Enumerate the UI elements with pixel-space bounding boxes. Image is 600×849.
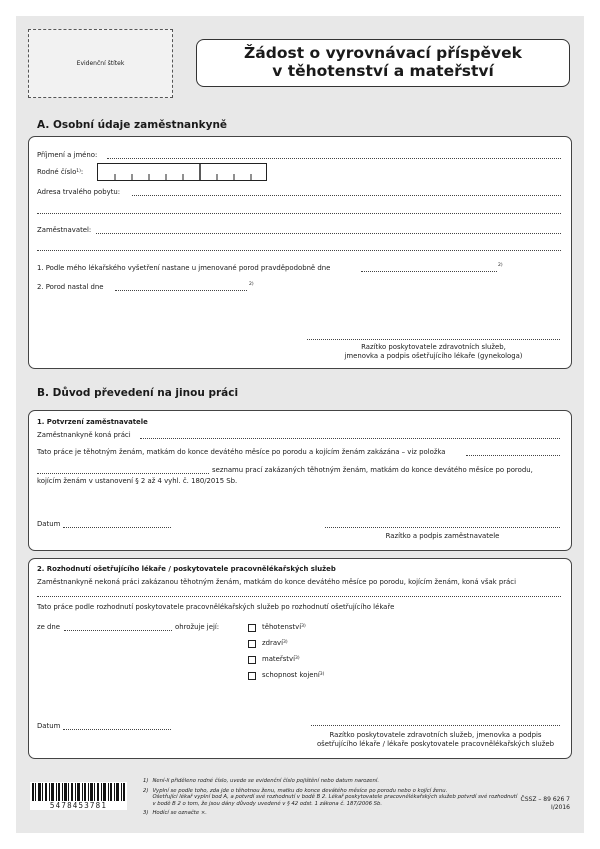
option-health	[262, 639, 288, 648]
section-a-heading: A. Osobní údaje zaměstnankyně	[37, 119, 228, 131]
section-b-heading: B. Důvod převedení na jinou práci	[37, 387, 239, 399]
checkbox-breastfeeding[interactable]	[248, 672, 256, 680]
rc-digit-dividers	[98, 164, 266, 180]
option-health-footnote: 3)	[283, 640, 288, 645]
box2-title: 2. Rozhodnutí ošetřujícího lékaře / poskytovatele pracovnělékařských služeb	[37, 565, 336, 573]
footnote-1	[143, 778, 517, 785]
rc-label-wrap	[37, 168, 83, 177]
item-number-field[interactable]	[466, 455, 560, 456]
option-pregnancy-footnote: 3)	[301, 624, 306, 629]
box2-date-field[interactable]	[63, 729, 171, 730]
box2-line1: Zaměstnankyně nekoná práci zakázanou těhotným ženám, matkám do konce devátého měsíce po porodu, kojícím ženám, koná však práci	[37, 578, 516, 586]
option-maternity-footnote: 3)	[295, 656, 300, 661]
doctor2-signature-line[interactable]	[311, 725, 560, 726]
footnote-1-mark: 1)	[143, 778, 149, 784]
checkbox-health[interactable]	[248, 640, 256, 648]
rc-colon: :	[80, 168, 84, 176]
barcode	[30, 782, 127, 810]
title-line-1: Žádost o vyrovnávací příspěvek	[244, 44, 522, 62]
box1-date-label: Datum	[37, 520, 61, 528]
employer-label: Zaměstnavatel:	[37, 226, 92, 234]
box1-line2: Tato práce je těhotným ženám, matkám do konce devátého měsíce po porodu a kojícím ženám zakázána – viz položka	[37, 448, 446, 456]
form-title	[196, 39, 570, 87]
doctor-stamp-line-1: Razítko poskytovatele zdravotních služeb,	[361, 343, 506, 351]
evidence-label-text: Evidenční štítek	[76, 60, 125, 67]
box2-decision-date-field[interactable]	[64, 630, 172, 631]
option-maternity-label: mateřství	[262, 655, 295, 663]
item-2-text: 2. Porod nastal dne	[37, 283, 104, 291]
checkbox-maternity[interactable]	[248, 656, 256, 664]
title-line-2: v těhotenství a mateřství	[272, 62, 494, 80]
box2-stamp-line-2: ošetřujícího lékaře / lékaře poskytovatele pracovnělékařských služeb	[316, 740, 555, 748]
footnote-2-line-3: v bodě B 2 o tom, že jsou dány důvody uvedené v § 42 odst. 1 zákona č. 187/2006 Sb.	[152, 800, 383, 807]
footnote-2	[143, 788, 517, 808]
footnote-2-line-1: Vyplní se podle toho, zda jde o těhotnou ženu, matku do konce devátého měsíce po porodu nebo o kojící ženu.	[152, 787, 448, 794]
doctor-signature-line[interactable]	[307, 339, 560, 340]
footnote-3-mark: 3)	[143, 810, 149, 816]
item-2-footnote: 2)	[249, 282, 254, 287]
footnotes	[143, 778, 517, 817]
form-version: I/2016	[550, 804, 570, 811]
footnote-1-line: Není-li přiděleno rodné číslo, uvede se evidenční číslo pojištění nebo datum narození.	[152, 778, 380, 784]
option-maternity	[262, 655, 300, 664]
option-health-label: zdraví	[262, 639, 284, 647]
footnote-3-line: Hodící se označte ×.	[152, 810, 207, 816]
name-field[interactable]	[107, 158, 561, 159]
footnote-3	[143, 810, 517, 817]
doctor-stamp-line-2: jmenovka a podpis ošetřujícího lékaře (gynekologa)	[344, 352, 523, 360]
box2-stamp-line-1: Razítko poskytovatele zdravotních služeb, jmenovka a podpis	[329, 731, 542, 739]
work-description-field[interactable]	[140, 438, 560, 439]
birth-expected-date-field[interactable]	[361, 271, 497, 272]
box2-ze-dne: ze dne	[37, 623, 61, 631]
rc-input[interactable]	[97, 163, 267, 181]
item-1-footnote: 2)	[498, 263, 503, 268]
rc-footnote: 1)	[76, 169, 81, 174]
box1-stamp: Razítko a podpis zaměstnavatele	[385, 532, 500, 540]
checkbox-pregnancy[interactable]	[248, 624, 256, 632]
address-field-2[interactable]	[37, 213, 561, 214]
birth-date-field[interactable]	[115, 290, 247, 291]
box1-date-field[interactable]	[63, 527, 171, 528]
footnote-2-mark: 2)	[143, 787, 149, 794]
item-1	[37, 264, 330, 273]
employer-field[interactable]	[96, 233, 561, 234]
barcode-number: 5478453781	[49, 801, 108, 810]
box2-work-field[interactable]	[37, 596, 561, 597]
box2-ohrozuje: ohrožuje její:	[175, 623, 220, 631]
option-breastfeeding	[262, 671, 324, 680]
employer-signature-line[interactable]	[325, 527, 560, 528]
form-code: ČSSZ – 89 626 7	[520, 796, 570, 803]
evidence-label-box	[28, 29, 173, 98]
box1-line1: Zaměstnankyně koná práci	[37, 431, 131, 439]
footnote-2-line-2: Ošetřující lékař vyplní bod A, a potvrdí své rozhodnutí v bodě B 2. Lékař poskytovatele pracovnělékařských služeb potvrdí své rozhodnutí	[152, 794, 518, 800]
option-pregnancy-label: těhotenství	[262, 623, 302, 631]
rc-label: Rodné číslo	[37, 168, 77, 176]
option-breastfeeding-label: schopnost kojení	[262, 671, 320, 679]
address-field[interactable]	[132, 195, 561, 196]
option-breastfeeding-footnote: 3)	[319, 672, 325, 677]
box1-title: 1. Potvrzení zaměstnavatele	[37, 418, 148, 426]
item-number-field-2[interactable]	[37, 473, 209, 474]
box1-line4: kojícím ženám v ustanovení § 2 až 4 vyhl. č. 180/2015 Sb.	[37, 477, 238, 485]
box1-line3: seznamu prací zakázaných těhotným ženám, matkám do konce devátého měsíce po porodu,	[212, 466, 533, 474]
box2-date-label: Datum	[37, 722, 61, 730]
name-label: Příjmení a jméno:	[37, 151, 98, 159]
option-pregnancy	[262, 623, 306, 632]
box2-line2: Tato práce podle rozhodnutí poskytovatele pracovnělékařských služeb po rozhodnutí ošetřujícího lékaře	[37, 603, 395, 611]
employer-field-2[interactable]	[37, 250, 561, 251]
item-1-text: 1. Podle mého lékařského vyšetření nastane u jmenované porod pravděpodobně dne	[37, 264, 331, 272]
address-label: Adresa trvalého pobytu:	[37, 188, 121, 196]
